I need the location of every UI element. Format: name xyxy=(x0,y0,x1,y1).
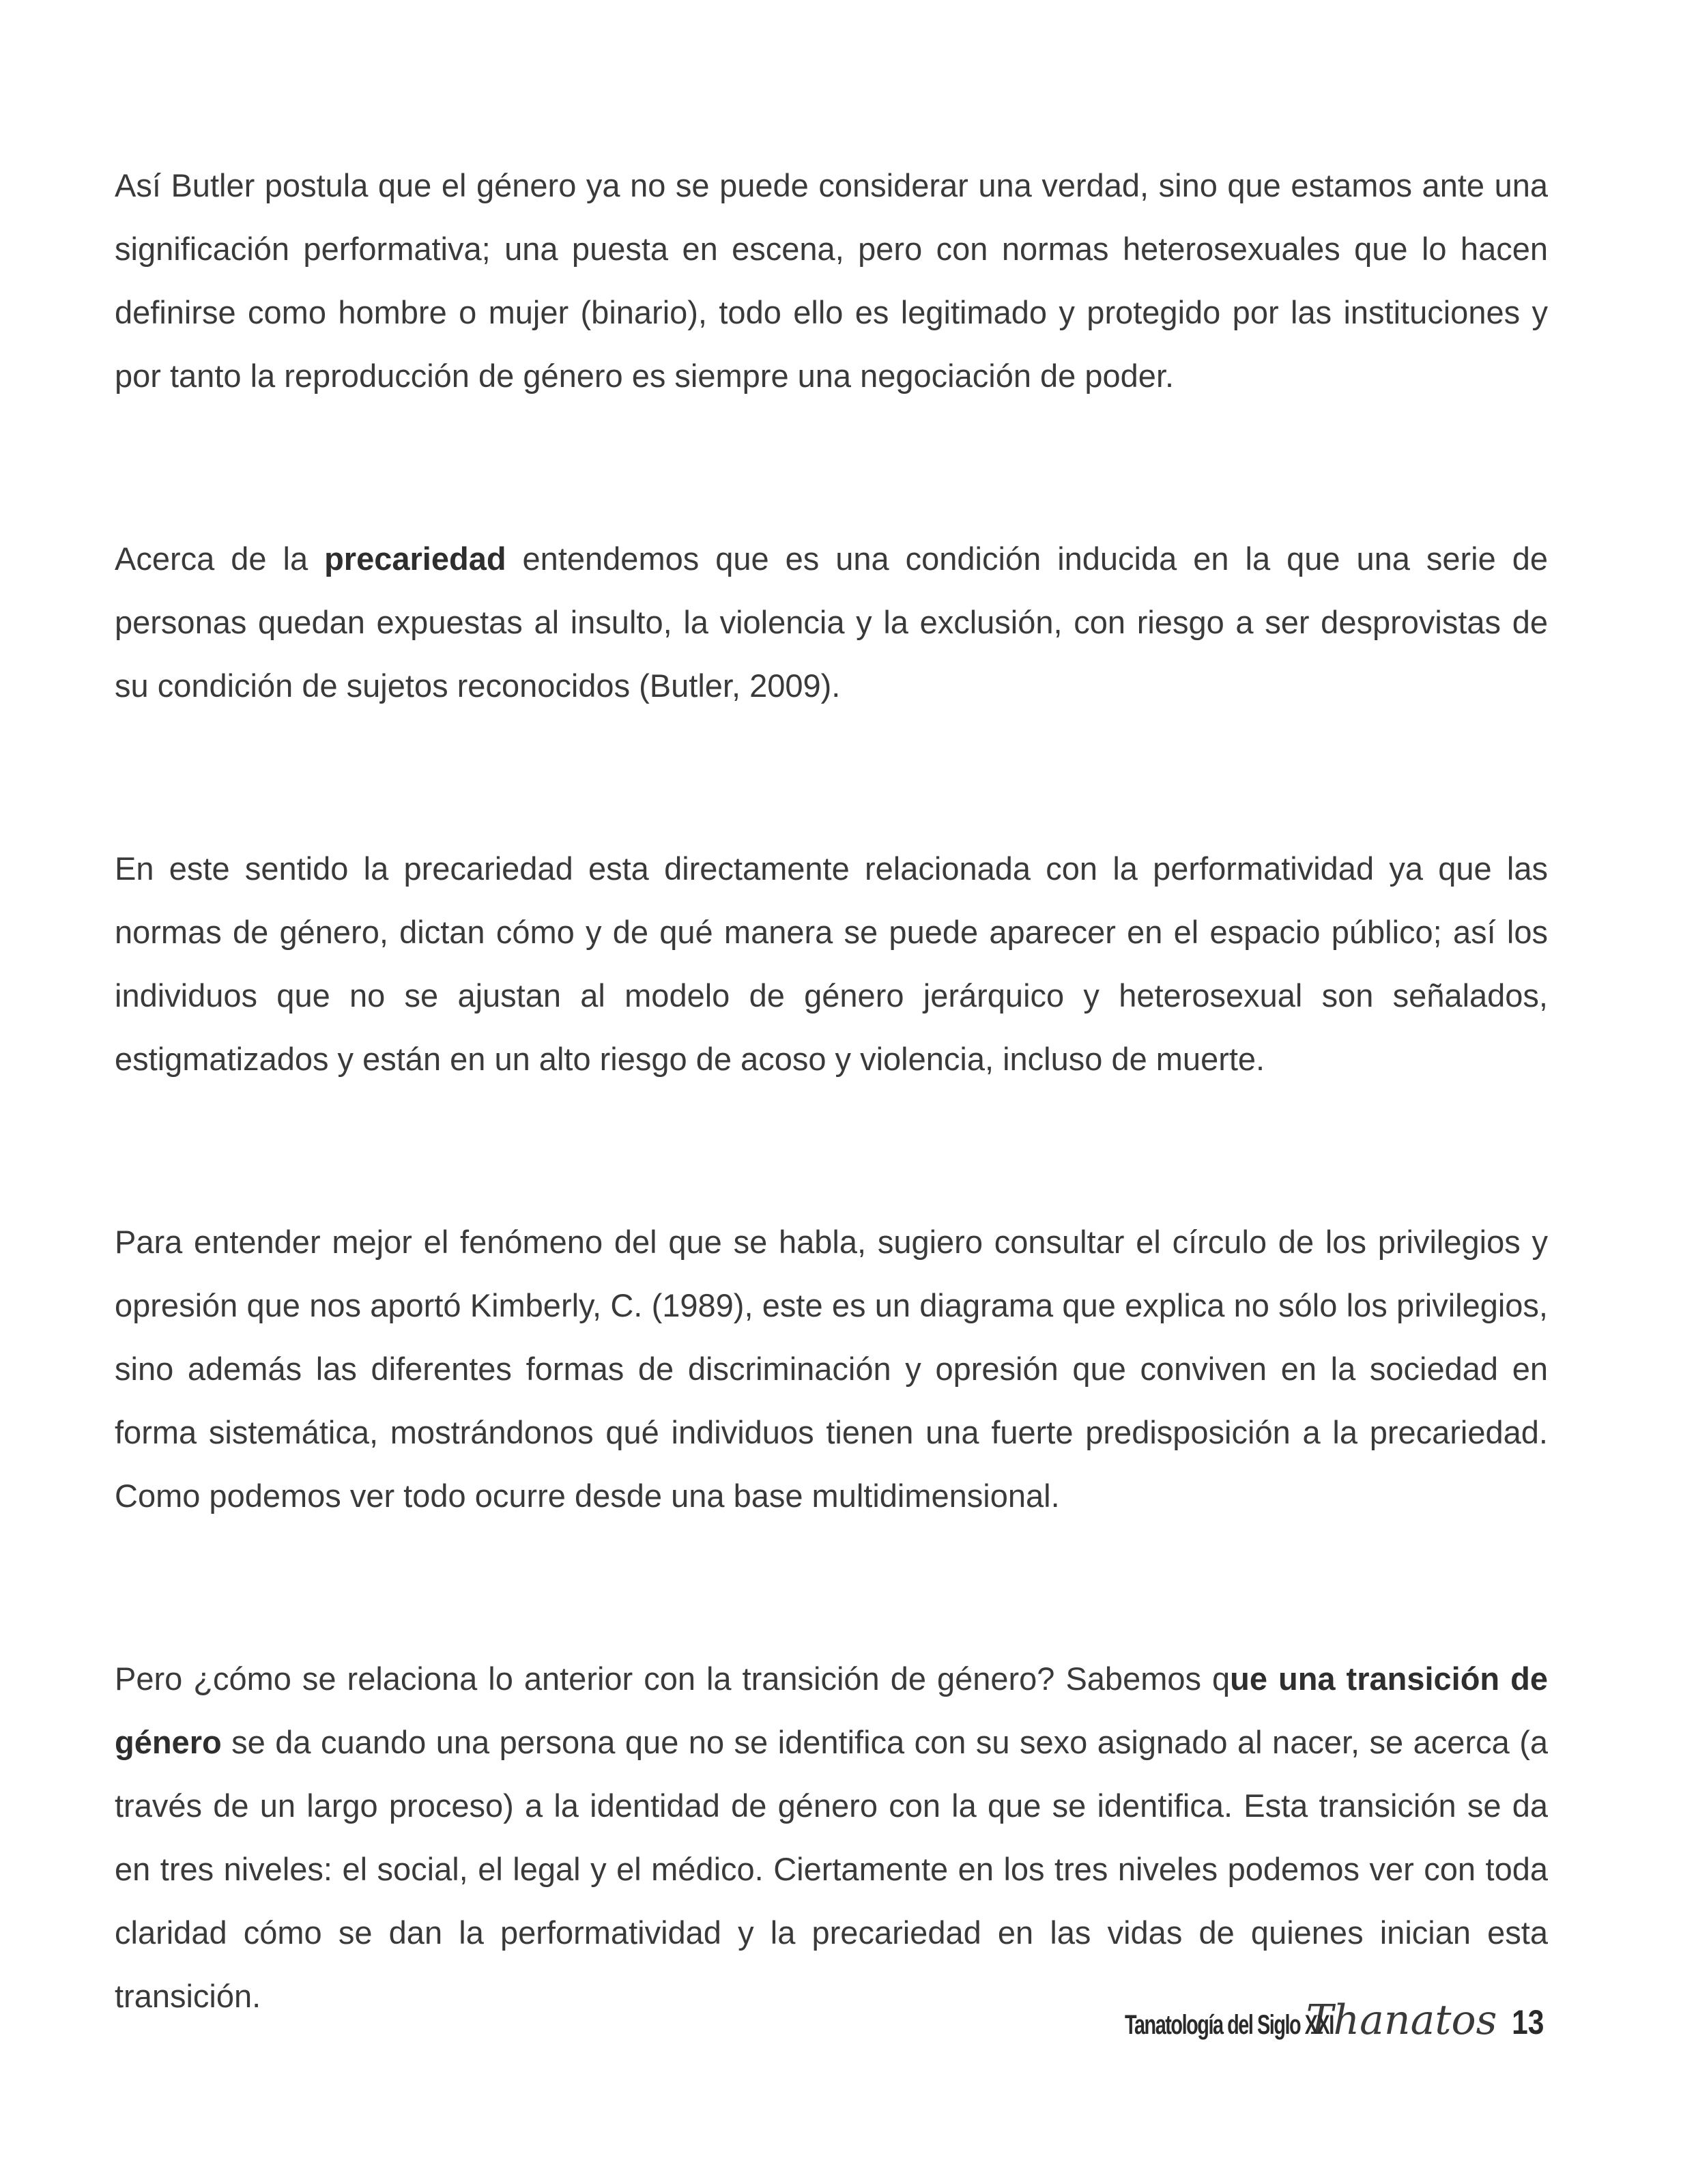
paragraph-privilegios: Para entender mejor el fenómeno del que se habla, sugiero consultar el círculo de los privilegios y opresión que nos aportó Kimberly, C. (1989), este es un diagrama que explica no sólo los privilegios, sino además las diferentes formas de discriminación y opresión que conviven en la sociedad en forma sistemática, mostrándonos qué individuos tienen una fuerte predisposición a la precariedad. Como podemos ver todo ocurre desde una base multidimensional. xyxy=(115,1224,1548,1514)
page-footer xyxy=(1044,1996,1547,2051)
paragraph-transicion-rest: se da cuando una persona que no se identifica con su sexo asignado al nacer, se acerca (a través de un largo proceso) a la identidad de género con la que se identifica. Esta transición se da en tres niveles: el social, el legal y el médico. Ciertamente en los tres niveles podemos ver con toda claridad cómo se dan la performatividad y la precariedad en las vidas de quienes inician esta transición. xyxy=(115,1724,1548,2014)
paragraph-transicion-lead: Pero ¿cómo se relaciona lo anterior con la transición de género? Sabemos q xyxy=(115,1661,1231,1697)
footer-brand-logo: Thanatos xyxy=(1306,1996,1497,2044)
page-number: 13 xyxy=(1512,2003,1544,2041)
paragraph-precariedad-lead: Acerca de la xyxy=(115,541,325,577)
paragraph-performatividad: En este sentido la precariedad esta directamente relacionada con la performatividad ya que las normas de género, dictan cómo y de qué manera se puede aparecer en el espacio público; así los individuos que no se ajustan al modelo de género jerárquico y heterosexual son señalados, estigmatizados y están en un alto riesgo de acoso y violencia, incluso de muerte. xyxy=(115,850,1548,1077)
paragraph-butler-gender: Así Butler postula que el género ya no se puede considerar una verdad, sino que estamos ante una significación performativa; una puesta en escena, pero con normas heterosexuales que lo hacen definirse como hombre o mujer (binario), todo ello es legitimado y protegido por las instituciones y por tanto la reproducción de género es siempre una negociación de poder. xyxy=(115,167,1548,394)
paragraph-transicion xyxy=(115,1647,1548,2028)
term-transicion-de-genero: ue una transición de género xyxy=(115,1661,1548,1760)
footer-journal-title: Tanatología del Siglo XXI xyxy=(1124,2010,1334,2040)
body-text xyxy=(115,154,1548,2147)
paragraph-precariedad-rest: entendemos que es una condición inducida en la que una serie de personas quedan expuestas al insulto, la violencia y la exclusión, con riesgo a ser desprovistas de su condición de sujetos reconocidos (Butler, 2009). xyxy=(115,541,1549,704)
paragraph-precariedad xyxy=(115,527,1548,717)
term-precariedad: precariedad xyxy=(324,541,506,577)
